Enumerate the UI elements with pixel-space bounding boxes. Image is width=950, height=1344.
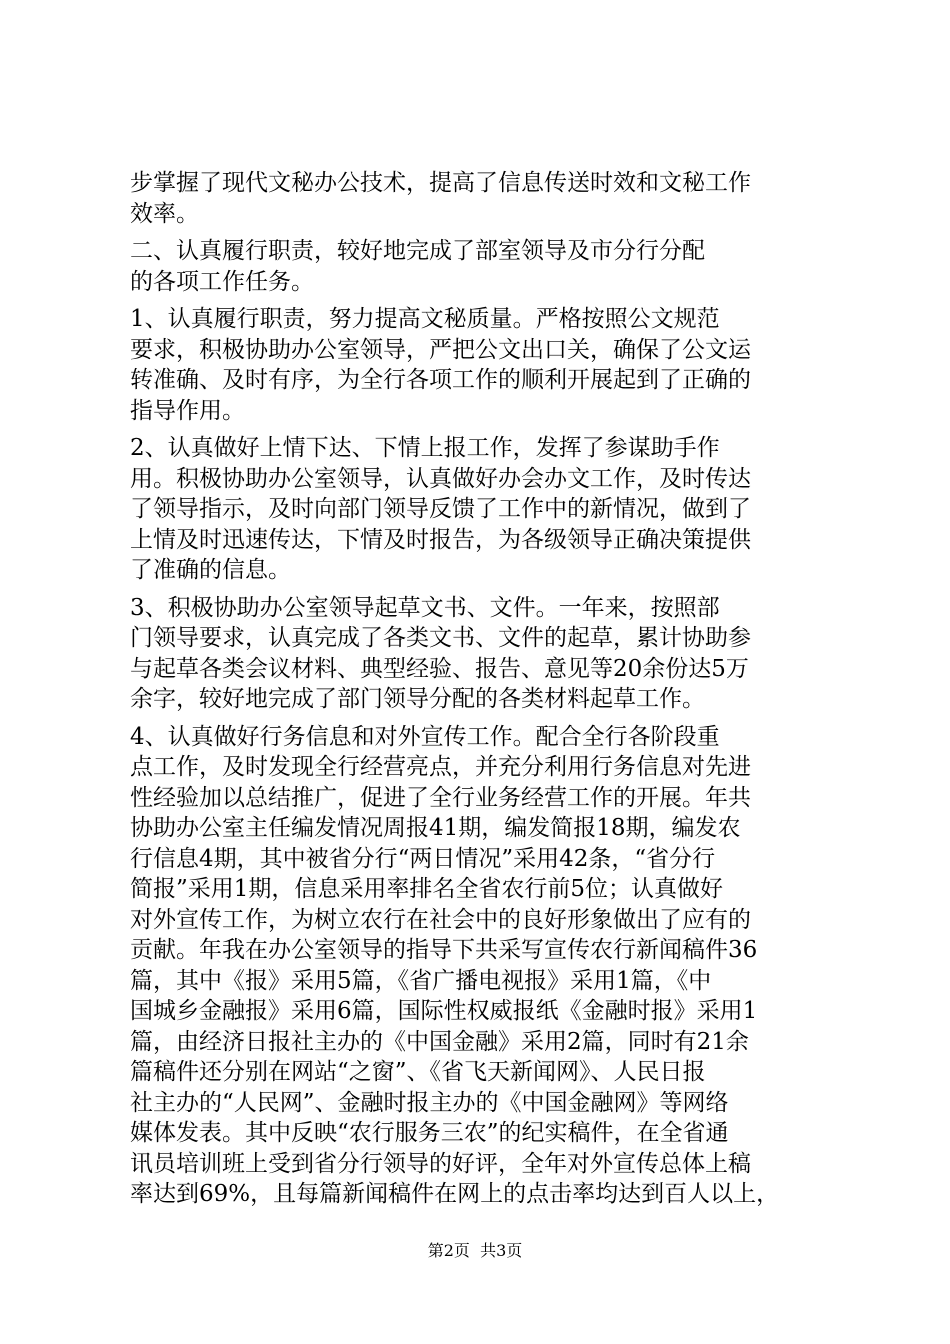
body-line: 与起草各类会议材料、典型经验、报告、意见等20余份达5万 <box>130 655 749 682</box>
body-line: 4、认真做好行务信息和对外宣传工作。配合全行各阶段重 <box>130 723 720 750</box>
body-line: 率达到69%，且每篇新闻稿件在网上的点击率均达到百人以上， <box>130 1181 780 1207</box>
section-heading-line: 的各项工作任务。 <box>130 268 314 295</box>
body-line: 2、认真做好上情下达、下情上报工作，发挥了参谋助手作 <box>130 435 720 461</box>
body-line: 用。积极协助办公室领导，认真做好办会办文工作，及时传达 <box>130 465 751 492</box>
body-line: 性经验加以总结推广，促进了全行业务经营工作的开展。年共 <box>130 784 751 811</box>
body-line: 行信息4期，其中被省分行“两日情况”采用42条，“省分行 <box>130 845 716 872</box>
body-line: 1、认真履行职责，努力提高文秘质量。严格按照公文规范 <box>130 306 720 332</box>
body-line: 上情及时迅速传达，下情及时报告，为各级领导正确决策提供 <box>130 526 751 553</box>
body-line: 简报”采用1期，信息采用率排名全省农行前5位；认真做好 <box>130 876 724 902</box>
body-line: 转准确、及时有序，为全行各项工作的顺利开展起到了正确的 <box>130 367 751 393</box>
body-line: 媒体发表。其中反映“农行服务三农”的纪实稿件，在全省通 <box>130 1120 729 1146</box>
body-line: 余字，较好地完成了部门领导分配的各类材料起草工作。 <box>130 686 705 712</box>
body-line: 国城乡金融报》采用6篇，国际性权威报纸《金融时报》采用1 <box>130 998 758 1024</box>
body-line: 社主办的“人民网”、金融时报主办的《中国金融网》等网络 <box>130 1089 729 1116</box>
body-line: 篇稿件还分别在网站“之窗”、《省飞天新闻网》、人民日报 <box>130 1059 706 1085</box>
body-line: 效率。 <box>130 200 199 227</box>
body-line: 协助办公室主任编发情况周报41期，编发简报18期，编发农 <box>130 815 741 841</box>
body-line: 指导作用。 <box>130 397 245 424</box>
body-line: 步掌握了现代文秘办公技术，提高了信息传送时效和文秘工作 <box>130 170 751 196</box>
page-number-footer: 第2页 共3页 <box>427 1240 523 1260</box>
body-line: 对外宣传工作，为树立农行在社会中的良好形象做出了应有的 <box>130 906 751 933</box>
body-line: 门领导要求，认真完成了各类文书、文件的起草，累计协助参 <box>130 625 751 651</box>
section-heading-line: 二、认真履行职责，较好地完成了部室领导及市分行分配 <box>130 238 705 264</box>
body-line: 篇，其中《报》采用5篇，《省广播电视报》采用1篇，《中 <box>130 967 712 994</box>
body-line: 要求，积极协助办公室领导，严把公文出口关，确保了公文运 <box>130 336 751 363</box>
body-line: 讯员培训班上受到省分行领导的好评，全年对外宣传总体上稿 <box>130 1150 751 1177</box>
body-line: 点工作，及时发现全行经营亮点，并充分利用行务信息对先进 <box>130 754 751 780</box>
body-line: 了准确的信息。 <box>130 557 291 583</box>
body-line: 3、积极协助办公室领导起草文书、文件。一年来，按照部 <box>130 594 720 621</box>
body-line: 了领导指示，及时向部门领导反馈了工作中的新情况，做到了 <box>130 496 751 522</box>
body-line: 篇，由经济日报社主办的《中国金融》采用2篇，同时有21余 <box>130 1028 749 1055</box>
body-line: 贡献。年我在办公室领导的指导下共采写宣传农行新闻稿件36 <box>130 937 758 963</box>
